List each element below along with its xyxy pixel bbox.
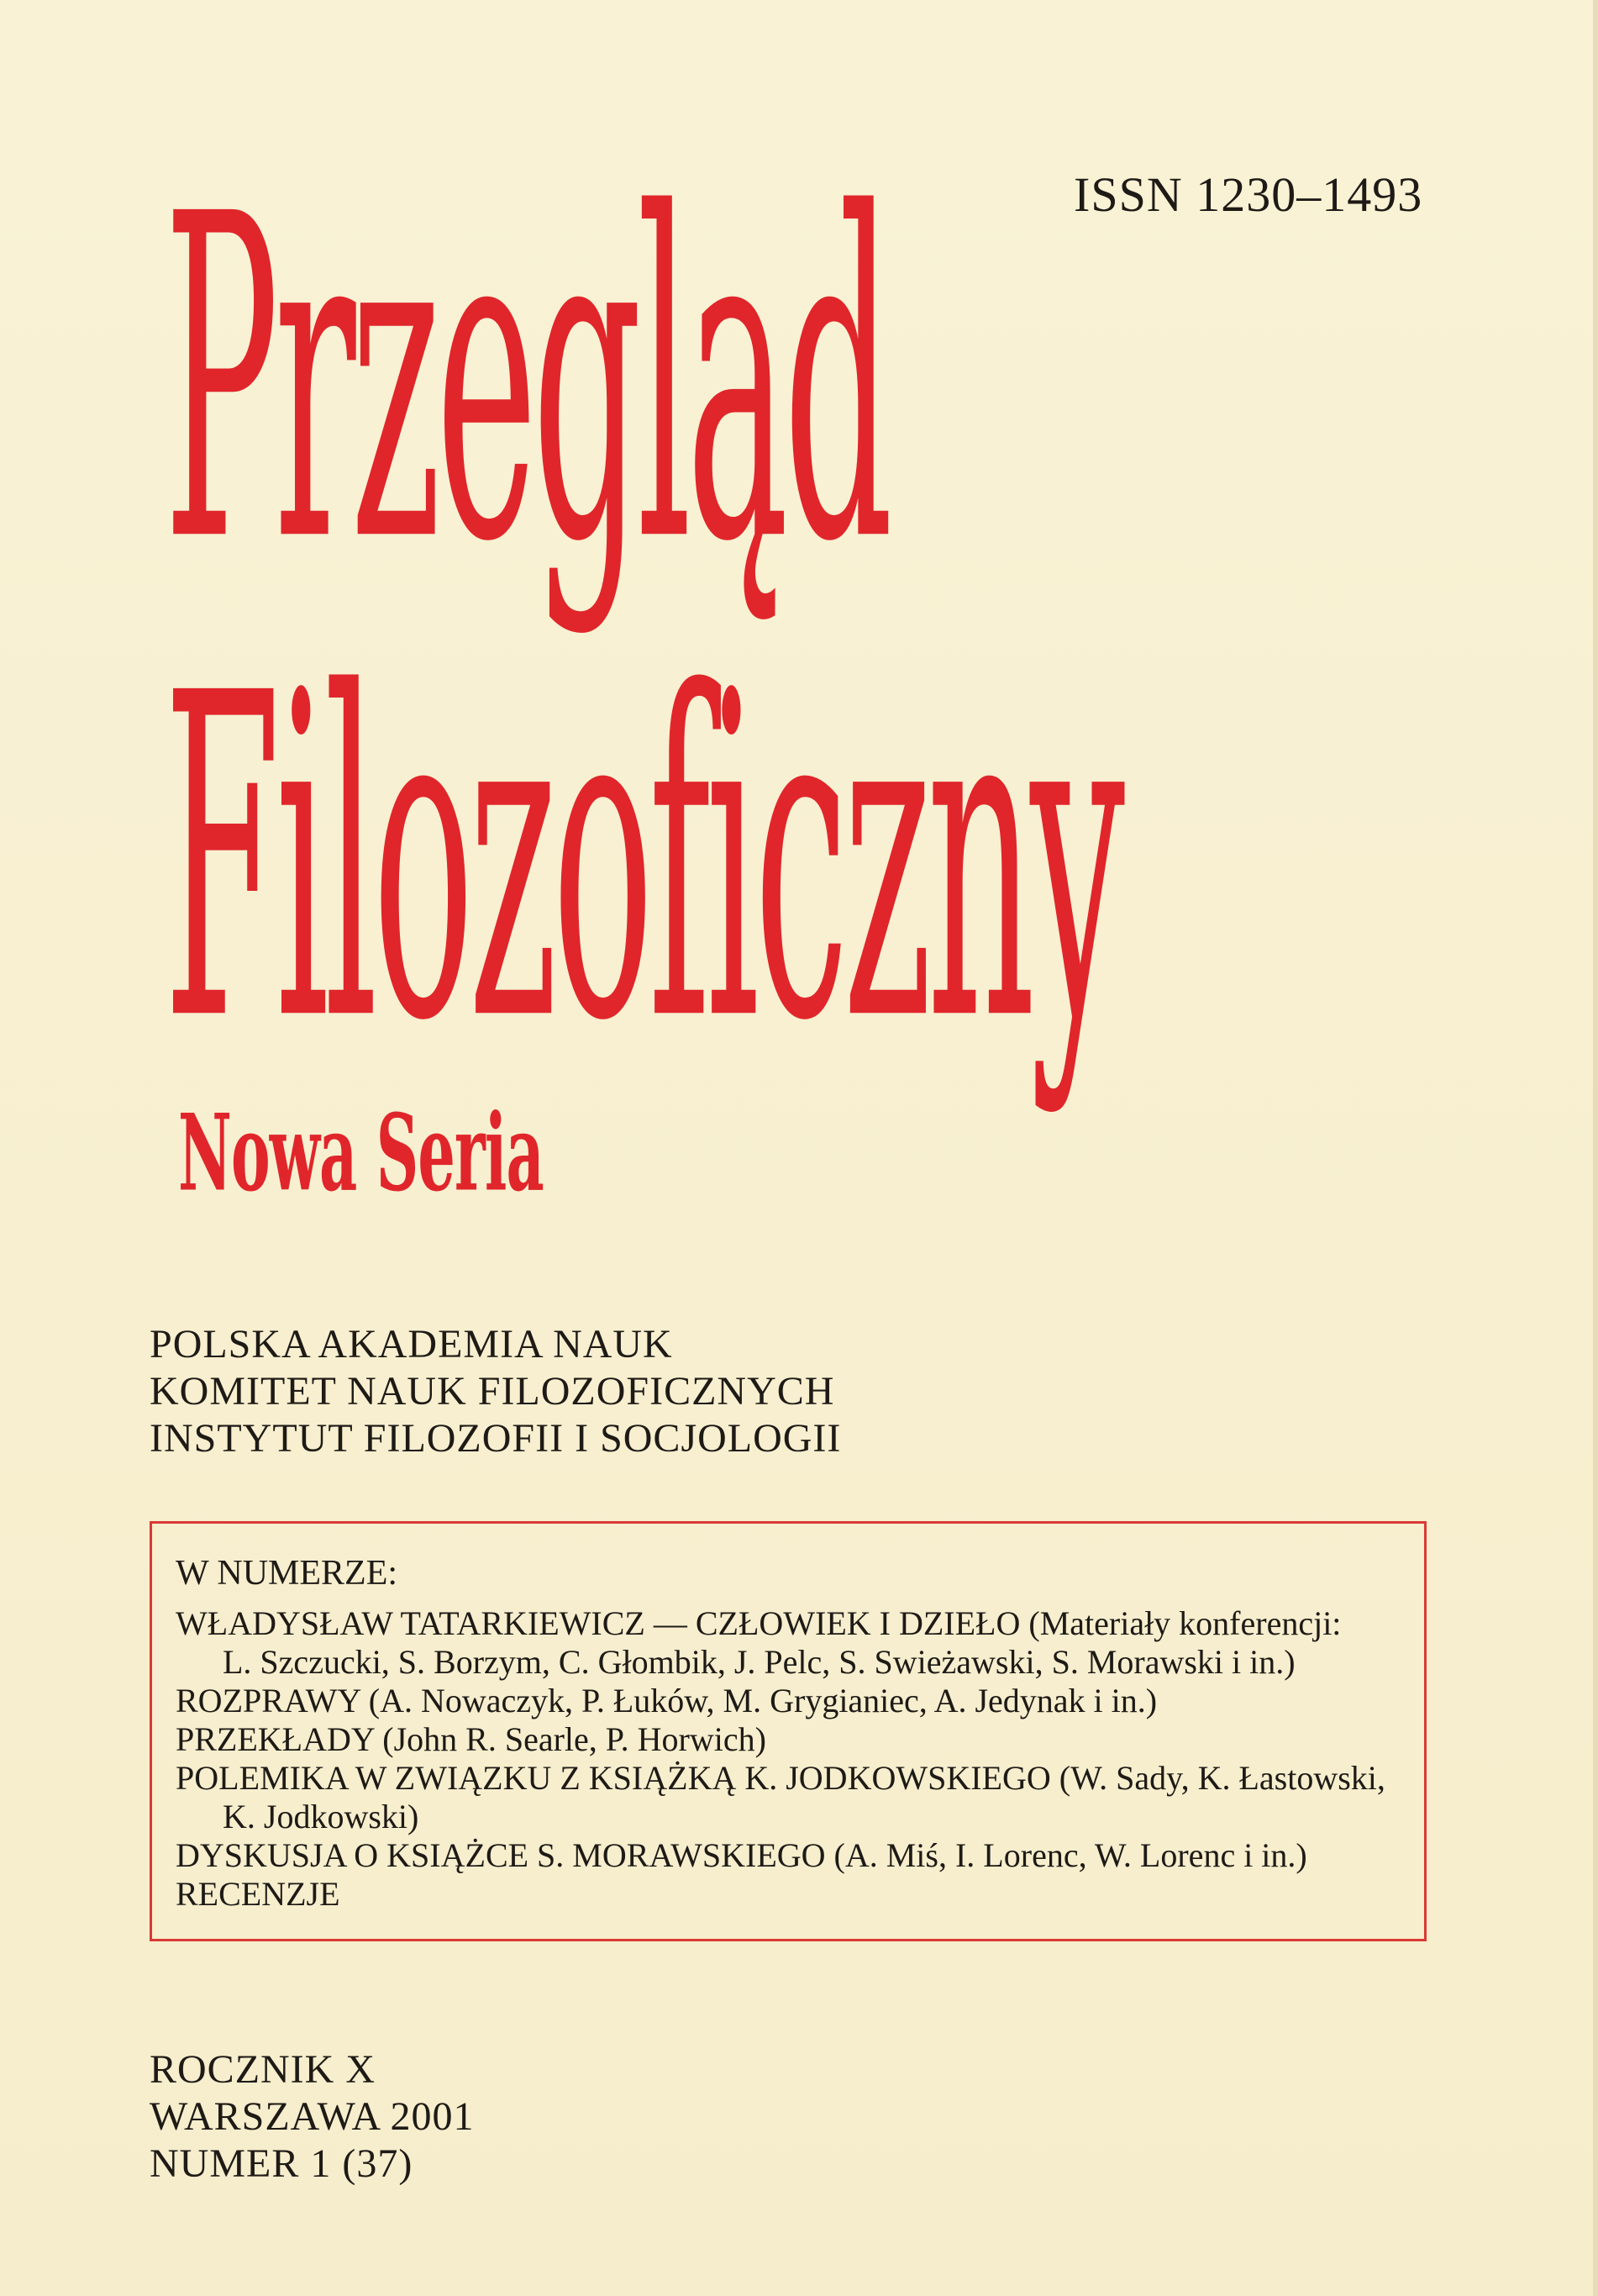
contents-line: PRZEKŁADY (John R. Searle, P. Horwich) bbox=[176, 1720, 766, 1758]
issue-info bbox=[150, 2046, 475, 2188]
contents-line: L. Szczucki, S. Borzym, C. Głombik, J. Pelc, S. Swieżawski, S. Morawski i in.) bbox=[223, 1643, 1296, 1681]
contents-line: RECENZJE bbox=[176, 1875, 340, 1913]
publisher-line: KOMITET NAUK FILOZOFICZNYCH bbox=[150, 1369, 835, 1414]
publisher-block bbox=[150, 1321, 841, 1462]
contents-line: WŁADYSŁAW TATARKIEWICZ — CZŁOWIEK I DZIEŁO (Materiały konferencji: bbox=[176, 1604, 1342, 1642]
contents-line: DYSKUSJA O KSIĄŻCE S. MORAWSKIEGO (A. Miś, I. Lorenc, W. Lorenc i in.) bbox=[176, 1836, 1307, 1874]
contents-line: K. Jodkowski) bbox=[223, 1798, 419, 1835]
publisher-line: POLSKA AKADEMIA NAUK bbox=[150, 1322, 673, 1367]
journal-title-line-1: Przegląd bbox=[164, 121, 889, 641]
contents-line: ROZPRAWY (A. Nowaczyk, P. Łuków, M. Grygianiec, A. Jedynak i in.) bbox=[176, 1682, 1158, 1719]
contents-line: POLEMIKA W ZWIĄZKU Z KSIĄŻKĄ K. JODKOWSKIEGO (W. Sady, K. Łastowski, bbox=[176, 1759, 1385, 1797]
page-edge bbox=[1593, 0, 1598, 2296]
journal-series-subtitle: Nowa Seria bbox=[178, 1091, 544, 1215]
contents-box bbox=[150, 1521, 1427, 1941]
place-year-label: WARSZAWA 2001 bbox=[150, 2094, 475, 2139]
publisher-line: INSTYTUT FILOZOFII I SOCJOLOGII bbox=[150, 1416, 842, 1461]
volume-label: ROCZNIK X bbox=[150, 2047, 376, 2092]
contents-list bbox=[176, 1554, 1416, 1914]
journal-title-line-2: Filozoficzny bbox=[164, 600, 1121, 1120]
contents-heading: W NUMERZE: bbox=[176, 1554, 398, 1593]
issn-number: ISSN 1230–1493 bbox=[1074, 167, 1423, 222]
issue-number-label: NUMER 1 (37) bbox=[150, 2141, 413, 2186]
